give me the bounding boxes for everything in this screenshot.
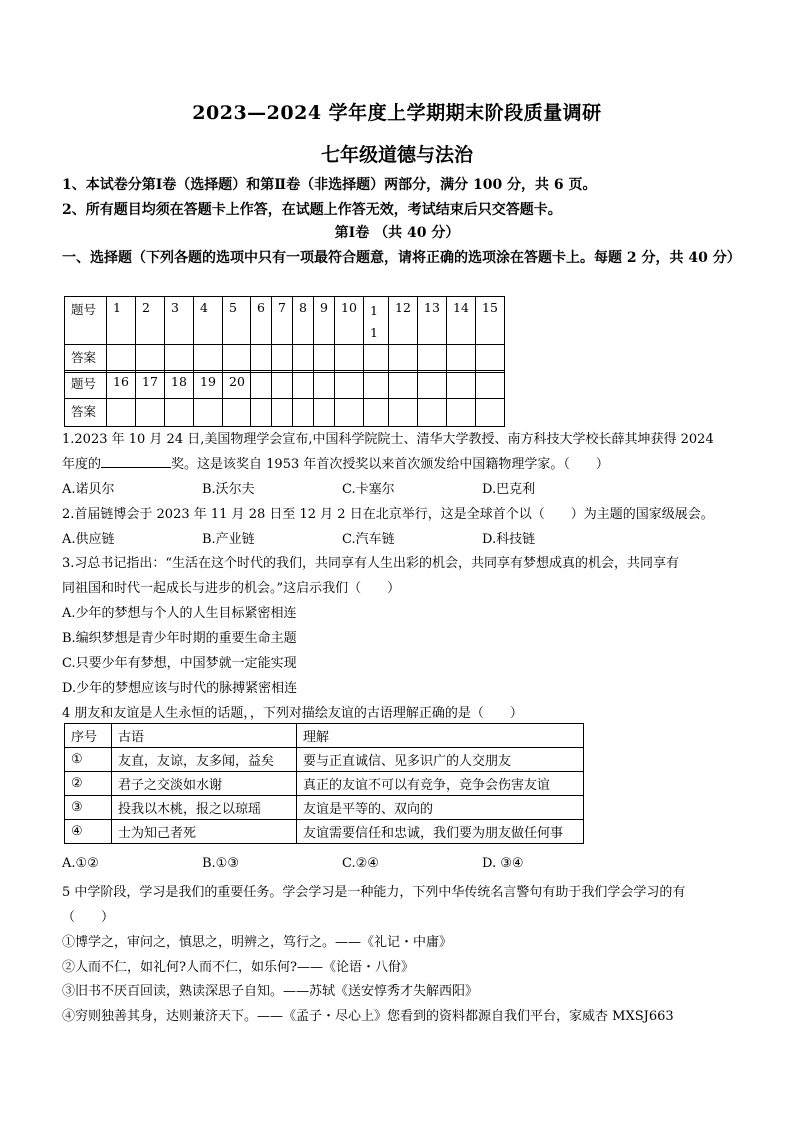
- grid-blank: [476, 371, 505, 399]
- option-d: D.科技链: [482, 532, 536, 547]
- answer-cell[interactable]: [165, 399, 194, 427]
- grid-number: 15: [476, 297, 505, 345]
- answer-grid-2: [64, 370, 505, 427]
- answer-grid-row: [65, 345, 505, 373]
- grid-blank: [418, 399, 447, 427]
- table-row: [65, 820, 584, 844]
- grid-number: 3: [165, 297, 194, 345]
- quote-table: [64, 723, 584, 844]
- grid-label-question: 题号: [65, 297, 107, 345]
- answer-cell[interactable]: [272, 345, 293, 373]
- question-2-stem: 2.首届链博会于 2023 年 11 月 28 日至 12 月 2 日在北京举行，这是全球首个以（ ）为主题的国家级展会。: [62, 507, 714, 522]
- answer-cell[interactable]: [223, 399, 251, 427]
- grid-blank: [447, 399, 476, 427]
- quote-item-2: ②人而不仁，如礼何?人而不仁，如乐何?——《论语・八佾》: [62, 960, 414, 975]
- table-row: [65, 772, 584, 796]
- exam-subject: 七年级道德与法治: [320, 144, 473, 166]
- answer-grid: [64, 296, 505, 373]
- option-d: D.少年的梦想应该与时代的脉搏紧密相连: [62, 681, 298, 696]
- table-cell: ②: [65, 772, 112, 796]
- option-d: D.巴克利: [482, 482, 536, 497]
- grid-number: 17: [136, 371, 165, 399]
- quote-item-4: ④穷则独善其身，达则兼济天下。——《孟子・尽心上》您看到的资料都源自我们平台，家威杏 MXSJ663: [62, 1009, 674, 1024]
- option-a: A.①②: [62, 856, 99, 871]
- table-cell: 君子之交淡如水谢: [112, 772, 297, 796]
- grid-blank: [335, 399, 364, 427]
- grid-number: 5: [223, 297, 251, 345]
- grid-label-answer: 答案: [65, 399, 107, 427]
- grid-blank: [364, 371, 389, 399]
- grid-blank: [272, 399, 293, 427]
- option-d: D. ③④: [482, 856, 524, 871]
- question-3-stem-cont: 同祖国和时代一起成长与进步的机会。”这启示我们（ ）: [62, 581, 401, 596]
- instruction-1: 1、本试卷分第Ⅰ卷（选择题）和第Ⅱ卷（非选择题）两部分，满分 100 分，共 6 页。: [62, 177, 597, 193]
- answer-cell[interactable]: [293, 345, 314, 373]
- option-c: C.只要少年有梦想，中国梦就一定能实现: [62, 656, 297, 671]
- quote-item-3: ③旧书不厌百回读，熟读深思子自知。——苏轼《送安惇秀才失解西阳》: [62, 984, 479, 999]
- option-b: B.①③: [202, 856, 239, 871]
- quote-item-1: ①博学之，审问之，慎思之，明辨之，笃行之。——《礼记・中庸》: [62, 935, 453, 950]
- grid-blank: [293, 371, 314, 399]
- exam-title: 2023—2024 学年度上学期期末阶段质量调研: [192, 102, 602, 124]
- table-cell: 要与正直诚信、见多识广的人交朋友: [297, 748, 584, 772]
- answer-grid-row: [65, 371, 505, 399]
- table-cell: ③: [65, 796, 112, 820]
- grid-number: 9: [314, 297, 335, 345]
- part-one-heading: 第Ⅰ卷 （共 40 分）: [334, 225, 460, 241]
- grid-blank: [418, 371, 447, 399]
- option-b: B.编织梦想是青少年时期的重要生命主题: [62, 631, 297, 646]
- answer-cell[interactable]: [364, 345, 389, 373]
- grid-blank: [447, 371, 476, 399]
- question-1-stem-pre: 年度的: [62, 457, 102, 472]
- grid-number: 13: [418, 297, 447, 345]
- answer-cell[interactable]: [223, 345, 251, 373]
- table-cell: ④: [65, 820, 112, 844]
- grid-blank: [364, 399, 389, 427]
- table-cell: 友谊是平等的、双向的: [297, 796, 584, 820]
- quote-table-header: [65, 724, 584, 748]
- answer-cell[interactable]: [107, 399, 136, 427]
- option-c: C.②④: [342, 856, 379, 871]
- table-row: [65, 796, 584, 820]
- fill-blank: [101, 455, 171, 468]
- grid-blank: [251, 371, 272, 399]
- question-4-stem: 4 朋友和友谊是人生永恒的话题，，下列对描绘友谊的古语理解正确的是（ ）: [62, 706, 523, 721]
- grid-label-question: 题号: [65, 371, 107, 399]
- grid-blank: [476, 399, 505, 427]
- answer-cell[interactable]: [194, 345, 223, 373]
- grid-blank: [389, 371, 418, 399]
- answer-cell[interactable]: [418, 345, 447, 373]
- grid-blank: [389, 399, 418, 427]
- header-cell: 理解: [297, 724, 584, 748]
- grid-blank: [251, 399, 272, 427]
- grid-number: 6: [251, 297, 272, 345]
- answer-cell[interactable]: [447, 345, 476, 373]
- answer-cell[interactable]: [107, 345, 136, 373]
- instruction-2: 2、所有题目均须在答题卡上作答，在试题上作答无效，考试结束后只交答题卡。: [62, 202, 562, 218]
- answer-cell[interactable]: [335, 345, 364, 373]
- option-c: C.汽车链: [342, 532, 395, 547]
- option-a: A.少年的梦想与个人的人生目标紧密相连: [62, 606, 297, 621]
- question-3-stem: 3.习总书记指出：“生活在这个时代的我们，共同享有人生出彩的机会，共同享有梦想成真的机会，共同享有: [62, 556, 680, 571]
- table-row: [65, 748, 584, 772]
- grid-number: 20: [223, 371, 251, 399]
- answer-cell[interactable]: [314, 345, 335, 373]
- answer-cell[interactable]: [476, 345, 505, 373]
- table-cell: 投我以木桃，报之以琼瑶: [112, 796, 297, 820]
- question-5-stem-cont: （ ）: [62, 910, 115, 925]
- answer-grid-row: [65, 297, 505, 345]
- grid-number: 16: [107, 371, 136, 399]
- option-b: B.沃尔夫: [202, 482, 255, 497]
- grid-blank: [293, 399, 314, 427]
- grid-number: 2: [136, 297, 165, 345]
- grid-number: 4: [194, 297, 223, 345]
- table-cell: 真正的友谊不可以有竞争，竞争会伤害友谊: [297, 772, 584, 796]
- answer-cell[interactable]: [251, 345, 272, 373]
- grid-number: 8: [293, 297, 314, 345]
- question-5-stem: 5 中学阶段，学习是我们的重要任务。学会学习是一种能力，下列中华传统名言警句有助于我们学会学习的有: [62, 885, 686, 900]
- table-cell: ①: [65, 748, 112, 772]
- grid-number: 14: [447, 297, 476, 345]
- option-b: B.产业链: [202, 532, 255, 547]
- grid-blank: [314, 399, 335, 427]
- question-1-stem-cont: [62, 453, 609, 472]
- answer-cell[interactable]: [194, 399, 223, 427]
- grid-number: 1: [107, 297, 136, 345]
- grid-number: 10: [335, 297, 364, 345]
- answer-grid-row: [65, 399, 505, 427]
- grid-number: 18: [165, 371, 194, 399]
- answer-cell[interactable]: [165, 345, 194, 373]
- option-a: A.诺贝尔: [62, 482, 115, 497]
- grid-number: 7: [272, 297, 293, 345]
- option-c: C.卡塞尔: [342, 482, 395, 497]
- grid-blank: [335, 371, 364, 399]
- option-a: A.供应链: [62, 532, 115, 547]
- table-cell: 友谊需要信任和忠诚，我们要为朋友做任何事: [297, 820, 584, 844]
- answer-cell[interactable]: [136, 345, 165, 373]
- grid-label-answer: 答案: [65, 345, 107, 373]
- question-1-stem-post: 奖。这是该奖自 1953 年首次授奖以来首次颁发给中国籍物理学家。（ ）: [171, 457, 609, 472]
- section-one-heading: 一、选择题（下列各题的选项中只有一项最符合题意，请将正确的选项涂在答题卡上。每题 2 分，共 40 分）: [62, 250, 741, 266]
- question-1-stem: 1.2023 年 10 月 24 日,美国物理学会宣布,中国科学院院士、清华大学教授、南方科技大学校长薛其坤获得 2024: [62, 432, 714, 447]
- answer-cell[interactable]: [136, 399, 165, 427]
- grid-number: 19: [194, 371, 223, 399]
- header-cell: 古语: [112, 724, 297, 748]
- grid-blank: [314, 371, 335, 399]
- grid-blank: [272, 371, 293, 399]
- answer-cell[interactable]: [389, 345, 418, 373]
- header-cell: 序号: [65, 724, 112, 748]
- grid-number: 12: [389, 297, 418, 345]
- table-cell: 友直，友谅，友多闻，益矣: [112, 748, 297, 772]
- table-cell: 士为知己者死: [112, 820, 297, 844]
- grid-number: 1 1: [364, 297, 389, 345]
